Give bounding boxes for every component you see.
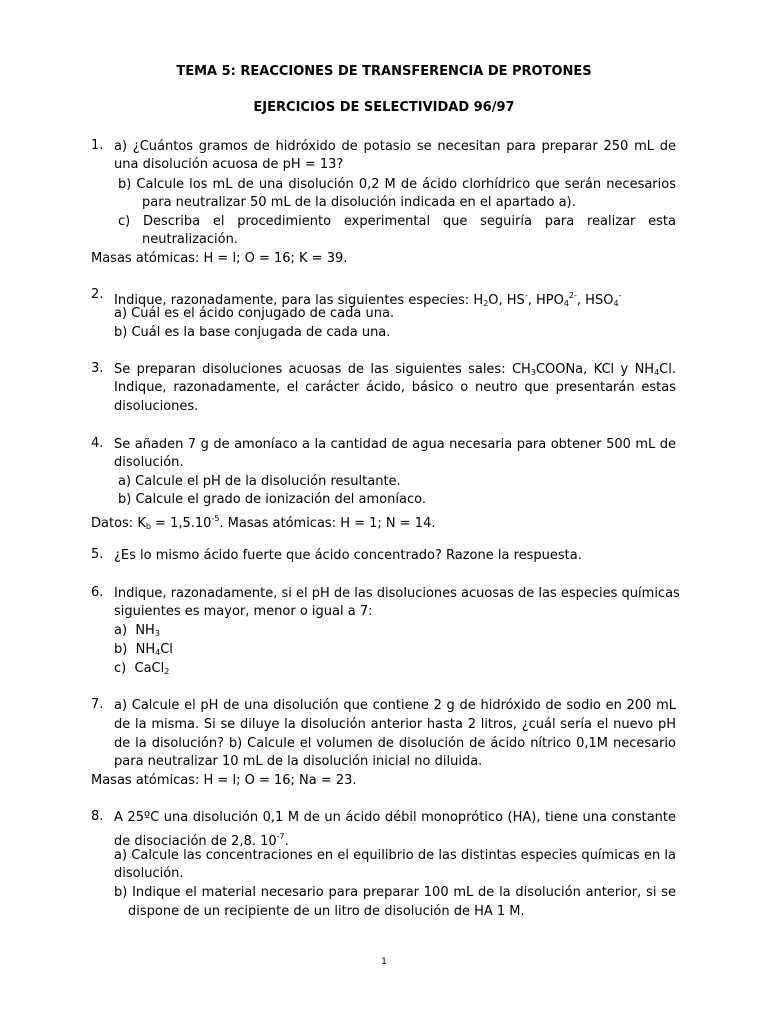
document-subtitle: EJERCICIOS DE SELECTIVIDAD 96/97 (253, 100, 515, 115)
subquestion-a: a) Calcule las concentraciones en el equilibrio de las distintas especies químicas en la (114, 848, 676, 863)
question-text-line: siguientes es mayor, menor o igual a 7: (114, 604, 373, 619)
subquestion-a: a) Calcule el pH de la disolución resultante. (118, 474, 401, 489)
subquestion-b: b) $NH_4Cl$ (114, 642, 173, 657)
subquestion-a: a) Cuál es el ácido conjugado de cada una. (114, 306, 395, 321)
question-text-line: disolución. (114, 455, 184, 470)
question-text-line: de disociación de 2,8. $10^{-7}$. (114, 832, 289, 849)
question-text-line: ¿Es lo mismo ácido fuerte que ácido concentrado? Razone la respuesta. (114, 548, 582, 563)
question-number: 3. (91, 361, 104, 376)
subquestion-b: b) Indique el material necesario para preparar 100 mL de la disolución anterior, si se (114, 885, 676, 900)
atomic-masses: Masas atómicas: H = l; O = 16; Na = 23. (91, 773, 357, 788)
question-number: 7. (91, 697, 104, 712)
question-text-line: neutralización. (142, 232, 238, 247)
question-text-line: Se preparan disoluciones acuosas de las siguientes sales: $CH_3COONa$, KCl y $NH_4Cl$. (114, 362, 676, 377)
question-text-line: disoluciones. (114, 399, 199, 414)
question-text-line: Indique, razonadamente, para las siguientes especies: $H_2O$, HS-, $HPO_4^{2-}$, $HSO_4^-$ (114, 291, 622, 308)
question-number: 5. (91, 547, 104, 562)
document-title: TEMA 5: REACCIONES DE TRANSFERENCIA DE PROTONES (176, 64, 592, 79)
question-text-line: para neutralizar 10 mL de la disolución inicial no diluida. (114, 754, 483, 769)
question-text-line: dispone de un recipiente de un litro de disolución de HA 1 M. (128, 904, 525, 919)
question-text-line: de la misma. Si se diluye la disolución anterior hasta 2 litros, ¿cuál sería el nuevo pH (114, 717, 676, 732)
subquestion-b: b) Cuál es la base conjugada de cada una. (114, 325, 391, 340)
subquestion-b: b) Calcule los mL de una disolución 0,2 M de ácido clorhídrico que serán necesarios (118, 177, 676, 192)
question-number: 1. (91, 138, 104, 153)
question-number: 6. (91, 585, 104, 600)
question-number: 8. (91, 809, 104, 824)
question-text-line: Indique, razonadamente, si el pH de las disoluciones acuosas de las especies químicas (114, 586, 680, 601)
question-text-line: una disolución acuosa de pH = 13? (114, 157, 344, 172)
subquestion-c: c) CaCl$_2$ (114, 661, 170, 676)
subquestion-c: c) Describa el procedimiento experimental que seguiría para realizar esta (118, 214, 676, 229)
question-text-line: Indique, razonadamente, el carácter ácido, básico o neutro que presentarán estas (114, 380, 676, 395)
question-text-line: para neutralizar 50 mL de la disolución indicada en el apartado a). (142, 195, 576, 210)
data-line: Datos: $K_b = 1,5.10^{-5}$. Masas atómicas: H = 1; N = 14. (91, 514, 436, 531)
question-text-line: A 25ºC una disolución 0,1 M de un ácido débil monoprótico (HA), tiene una constante (114, 810, 676, 825)
subquestion-b: b) Calcule el grado de ionización del amoníaco. (118, 492, 426, 507)
question-text-line: Se añaden 7 g de amoníaco a la cantidad de agua necesaria para obtener 500 mL de (114, 437, 676, 452)
question-number: 4. (91, 436, 104, 451)
page-number: 1 (381, 957, 387, 967)
question-number: 2. (91, 287, 104, 302)
question-text-line: de la disolución? b) Calcule el volumen de disolución de ácido nítrico 0,1M necesario (114, 736, 676, 751)
subquestion-a: a) $NH_3$ (114, 623, 160, 638)
question-text-line: a) ¿Cuántos gramos de hidróxido de potasio se necesitan para preparar 250 mL de (114, 139, 676, 154)
atomic-masses: Masas atómicas: H = l; O = 16; K = 39. (91, 251, 348, 266)
question-text-line: disolución. (114, 866, 184, 881)
question-text-line: a) Calcule el pH de una disolución que contiene 2 g de hidróxido de sodio en 200 mL (114, 698, 676, 713)
